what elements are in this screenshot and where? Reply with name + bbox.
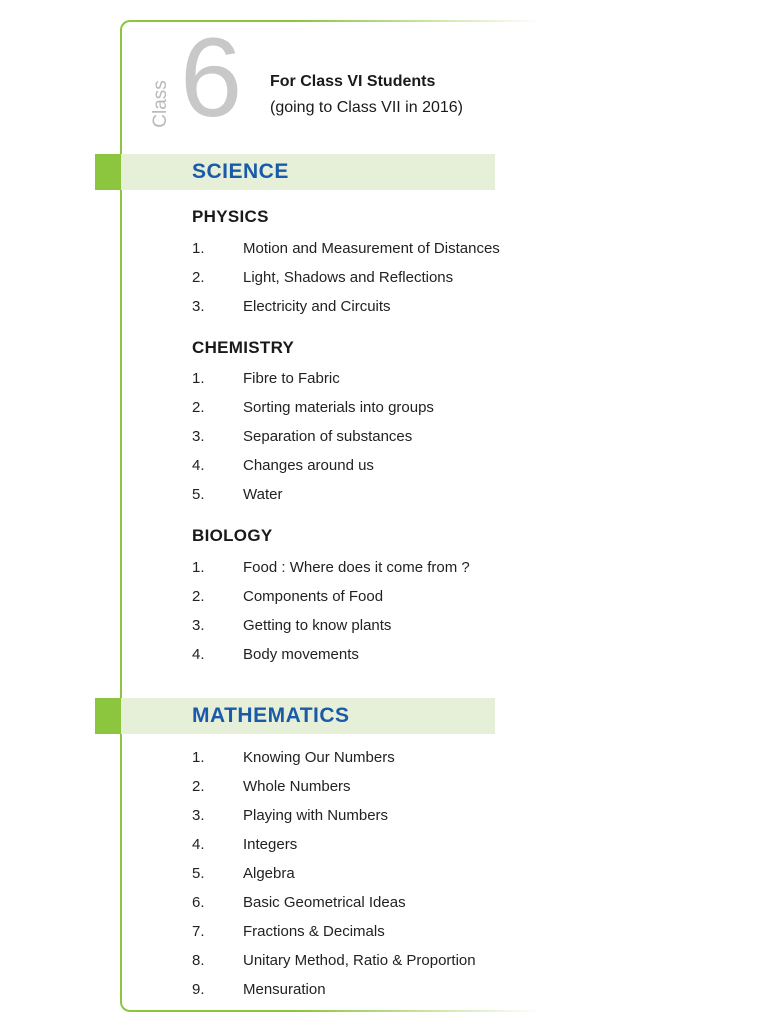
item-text: Knowing Our Numbers [243,748,395,766]
list-item [192,833,297,855]
class-label: Class [150,80,171,128]
list-item [192,746,395,768]
list-item [192,483,282,505]
item-number: 3. [192,297,205,315]
item-text: Separation of substances [243,427,413,445]
item-number: 2. [192,587,205,605]
frame-fade-bottom [300,1008,700,1014]
item-number: 3. [192,427,205,445]
list-item [192,396,434,418]
item-text: Light, Shadows and Reflections [243,268,454,286]
item-text: Mensuration [243,980,326,998]
item-number: 5. [192,864,205,882]
header-subtitle: (going to Class VII in 2016) [270,99,463,116]
class-number: 6 [180,15,243,140]
list-item [192,295,391,317]
list-item [192,862,295,884]
science-section-band [95,154,495,190]
item-text: Fibre to Fabric [243,369,340,387]
list-item [192,949,476,971]
item-text: Food : Where does it come from ? [243,558,470,576]
list-item [192,425,412,447]
item-text: Unitary Method, Ratio & Proportion [243,951,476,969]
item-text: Algebra [243,864,295,882]
item-text: Basic Geometrical Ideas [243,893,406,911]
item-text: Integers [243,835,298,853]
list-item [192,266,453,288]
frame-fade-top [300,18,700,24]
item-text: Water [243,485,283,503]
item-text: Electricity and Circuits [243,297,391,315]
item-number: 2. [192,398,205,416]
item-number: 9. [192,980,205,998]
item-number: 4. [192,645,205,663]
list-item [192,556,470,578]
item-number: 8. [192,951,205,969]
science-title: SCIENCE [192,160,289,183]
item-number: 2. [192,268,205,286]
item-number: 3. [192,616,205,634]
item-number: 1. [192,239,205,257]
list-item [192,804,388,826]
mathematics-band-accent [95,698,121,734]
list-item [192,643,359,665]
item-number: 2. [192,777,205,795]
item-number: 5. [192,485,205,503]
item-text: Sorting materials into groups [243,398,434,416]
item-text: Getting to know plants [243,616,392,634]
item-number: 4. [192,835,205,853]
item-number: 1. [192,369,205,387]
item-text: Playing with Numbers [243,806,389,824]
item-number: 3. [192,806,205,824]
list-item [192,454,374,476]
item-number: 7. [192,922,205,940]
item-number: 1. [192,748,205,766]
list-item [192,367,340,389]
item-number: 1. [192,558,205,576]
chemistry-heading: CHEMISTRY [192,338,295,357]
item-text: Changes around us [243,456,374,474]
list-item [192,891,406,913]
item-text: Body movements [243,645,359,663]
item-text: Motion and Measurement of Distances [243,239,500,257]
item-number: 4. [192,456,205,474]
list-item [192,775,351,797]
item-text: Fractions & Decimals [243,922,385,940]
list-item [192,920,385,942]
mathematics-section-band [95,698,495,734]
science-band-accent [95,154,121,190]
list-item [192,978,326,1000]
biology-heading: BIOLOGY [192,526,273,545]
list-item [192,585,383,607]
list-item [192,237,500,259]
physics-heading: PHYSICS [192,207,269,226]
item-text: Components of Food [243,587,384,605]
header-title: For Class VI Students [270,73,436,90]
item-number: 6. [192,893,205,911]
list-item [192,614,391,636]
mathematics-title: MATHEMATICS [192,704,350,727]
item-text: Whole Numbers [243,777,351,795]
